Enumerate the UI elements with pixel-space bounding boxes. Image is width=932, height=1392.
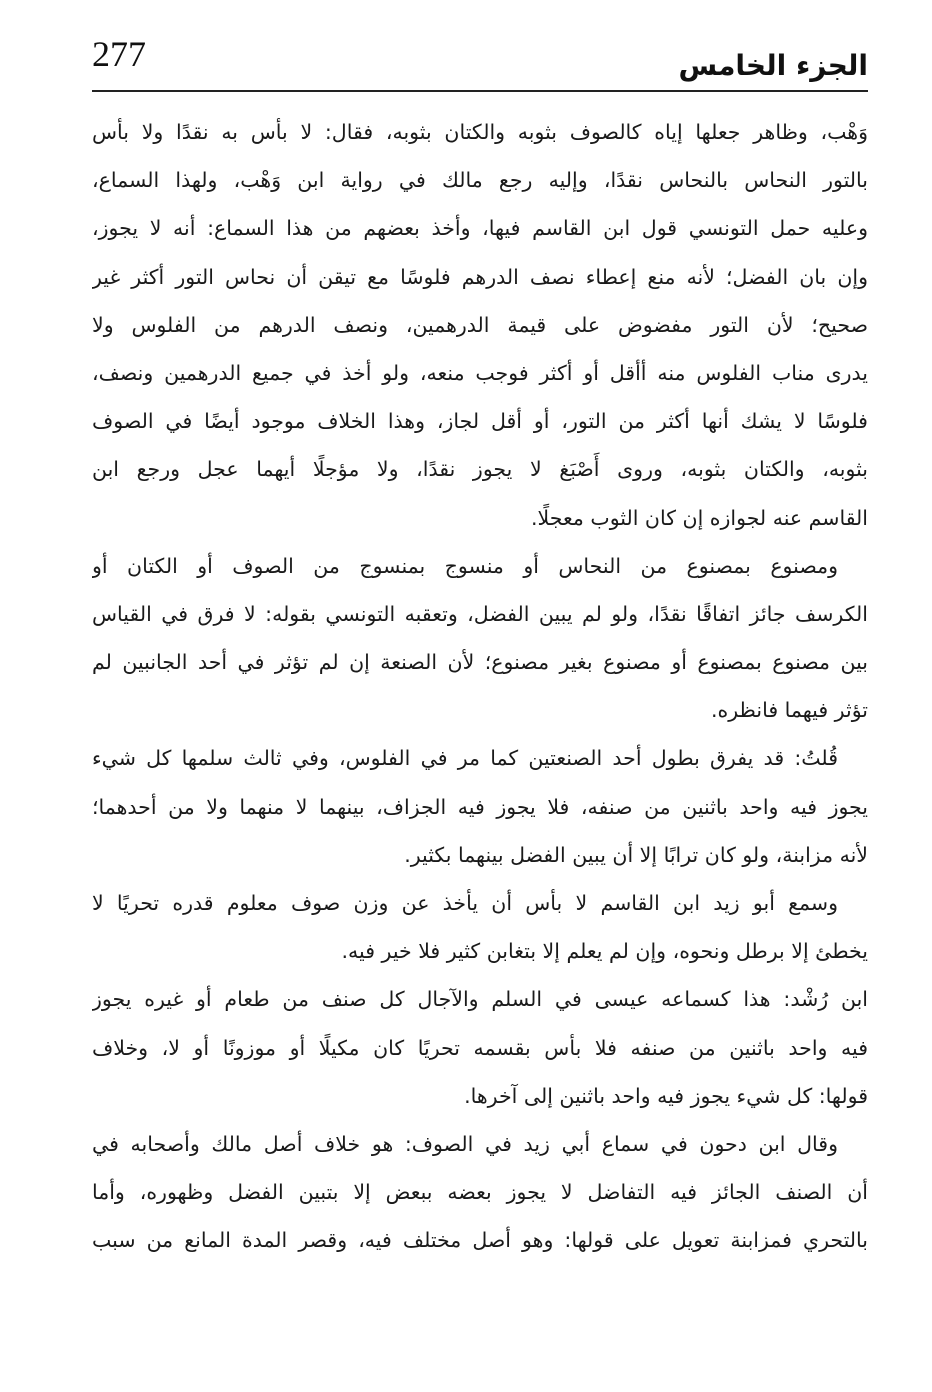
text-line: بين مصنوع بمصنوع أو مصنوع بغير مصنوع؛ لأن الصنعة إن لم تؤثر في أحد الجانبين لم	[92, 650, 868, 675]
header-rule	[92, 90, 868, 92]
text-line: يجوز فيه واحد باثنين من صنفه، فلا يجوز فيه الجزاف، بينهما لا منهما ولا من أحدهما؛	[92, 794, 868, 819]
text-line: تؤثر فيهما فانظره.	[710, 698, 868, 723]
text-line: بالتحري فمزابنة تعويل على قولها: وهو أصل مختلف فيه، وقصر المدة المانع من سبب	[92, 1228, 868, 1253]
text-line: لأنه مزابنة، ولو كان ترابًا إلا أن يبين الفضل بينهما بكثير.	[404, 842, 868, 867]
text-line: وإن بان الفضل؛ لأنه منع إعطاء نصف الدرهم فلوسًا مع تيقن أن نحاس التور أكثر غير	[92, 264, 868, 289]
page-number: 277	[92, 34, 146, 74]
page-header	[92, 32, 868, 92]
text-line: يخطئ إلا برطل ونحوه، وإن لم يعلم إلا بتغابن كثير فلا خير فيه.	[341, 939, 868, 964]
text-line: وعليه حمل التونسي قول ابن القاسم فيها، وأخذ بعضهم من هذا السماع: أنه لا يجوز،	[92, 216, 868, 241]
text-line: بالتور النحاس بالنحاس نقدًا، وإليه رجع مالك في رواية ابن وَهْب، ولهذا السماع،	[92, 168, 868, 193]
text-line: وَهْب، وظاهر جعلها إياه كالصوف بثوبه والكتان بثوبه، فقال: لا بأس به نقدًا ولا بأس	[92, 120, 868, 144]
text-line: صحيح؛ لأن التور مفضوض على قيمة الدرهمين، ونصف الدرهم من الفلوس ولا	[92, 312, 868, 337]
paragraph-first-line: وقال ابن دحون في سماع أبي زيد في الصوف: هو خلاف أصل مالك وأصحابه في	[92, 1131, 838, 1156]
text-line: فلوسًا لا يشك أنها أكثر من التور، أو أقل لجاز، وهذا الخلاف موجود أيضًا في الصوف	[92, 409, 868, 434]
body-text	[92, 108, 868, 1265]
text-line: قولها: كل شيء يجوز فيه واحد باثنين إلى آخرها.	[464, 1083, 868, 1108]
text-line: القاسم عنه لجوازه إن كان الثوب معجلًا.	[531, 505, 868, 530]
paragraph-first-line: قُلتُ: قد يفرق بطول أحد الصنعتين كما مر في الفلوس، وفي ثالث سلمها كل شيء	[92, 746, 838, 771]
text-line: الكرسف جائز اتفاقًا نقدًا، ولو لم يبين الفضل، وتعقبه التونسي بقوله: لا فرق في القياس	[92, 601, 868, 626]
paragraph-first-line: ابن رُشْد: هذا كسماعه عيسى في السلم والآجال كل صنف من طعام أو غيره يجوز	[92, 987, 868, 1012]
running-title: الجزء الخامس	[678, 49, 868, 82]
text-line: بثوبه، والكتان بثوبه، وروى أَصْبَغ لا يجوز نقدًا، ولا مؤجلًا أيهما عجل ورجع ابن	[92, 457, 868, 482]
text-line: فيه واحد باثنين من صنفه فلا بأس بقسمه تحريًا كان مكيلًا أو موزونًا أو لا، وخلاف	[92, 1035, 868, 1060]
text-line: يدرى مناب الفلوس منه أأقل أو أكثر فوجب منعه، ولو أخذ في جميع الدرهمين ونصف،	[92, 360, 868, 385]
text-line: أن الصنف الجائز فيه التفاضل لا يجوز بعضه ببعض إلا بتبين الفضل وظهوره، وأما	[92, 1180, 868, 1205]
paragraph-first-line: ومصنوع بمصنوع من النحاس أو منسوج بمنسوج من الصوف أو الكتان أو	[92, 553, 838, 578]
paragraph-first-line: وسمع أبو زيد ابن القاسم لا بأس أن يأخذ عن وزن صوف معلوم قدره تحريًا لا	[92, 891, 838, 915]
